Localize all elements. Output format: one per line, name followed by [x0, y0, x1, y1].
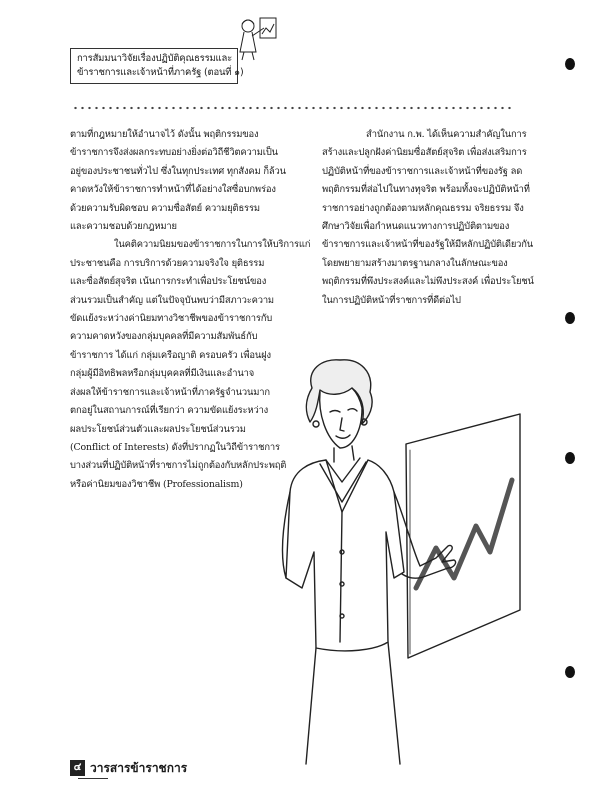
text-line: ในการปฏิบัติหน้าที่ราชการที่ดีต่อไป: [322, 294, 461, 306]
binder-hole-3: [565, 452, 575, 464]
text-line: บางส่วนที่ปฏิบัติหน้าที่ราชการไม่ถูกต้องกับหลักประพฤติ: [70, 460, 287, 472]
text-line: ส่วนรวมเป็นสำคัญ แต่ในปัจจุบันพบว่ามีสภาวะความ: [70, 294, 274, 306]
text-line: ข้าราชการและเจ้าหน้าที่ของรัฐให้มีหลักปฏิบัติเดียวกัน: [322, 239, 534, 251]
text-line: และซื่อสัตย์สุจริต เน้นการกระทำเพื่อประโยชน์ของ: [70, 276, 267, 288]
text-line: พฤติกรรมที่พึงประสงค์และไม่พึงประสงค์ เพื่อประโยชน์: [322, 276, 534, 288]
text-line: หรือค่านิยมของวิชาชีพ (Professionalism): [70, 478, 243, 490]
text-line: ขัดแย้งระหว่างค่านิยมทางวิชาชีพของข้าราชการกับ: [70, 313, 273, 325]
right-paragraph-1: [322, 126, 534, 310]
journal-title: วารสารข้าราชการ: [90, 761, 188, 775]
right-column: [322, 126, 534, 310]
text-line: ตกอยู่ในสถานการณ์ที่เรียกว่า ความขัดแย้งระหว่าง: [70, 405, 269, 417]
text-line: สำนักงาน ก.พ. ได้เห็นความสำคัญในการ: [366, 129, 527, 140]
text-line: ตามที่กฎหมายให้อำนาจไว้ ดังนั้น พฤติกรรมของ: [70, 129, 259, 140]
text-line: และความชอบด้วยกฎหมาย: [70, 221, 177, 233]
text-line: ข้าราชการ ได้แก่ กลุ่มเครือญาติ ครอบครัว เพื่อนฝูง: [70, 349, 271, 361]
article-title-line-1: การสัมมนาวิจัยเรื่องปฏิบัติคุณธรรมและ: [77, 53, 232, 64]
text-line: ข้าราชการจึงส่งผลกระทบอย่างยิ่งต่อวิถีชีวิตความเป็น: [70, 147, 278, 159]
left-paragraph-2: [70, 236, 311, 494]
article-title-line-2: ข้าราชการและเจ้าหน้าที่ภาครัฐ (ตอนที่ ๑): [77, 67, 244, 78]
page-number: ๔: [70, 760, 85, 776]
text-line: ในคติความนิยมของข้าราชการในการให้บริการแก่: [114, 239, 311, 251]
text-line: (Conflict of Interests) ดังที่ปรากฏในวิถีข้าราชการ: [70, 441, 280, 453]
text-line: ราชการอย่างถูกต้องตามหลักคุณธรรม จริยธรรม จึง: [322, 202, 524, 214]
text-line: อยู่ของประชาชนทั่วไป ซึ่งในทุกประเทศ ทุกสังคม ก็ล้วน: [70, 165, 286, 177]
text-line: คาดหวังให้ข้าราชการทำหน้าที่ได้อย่างใสซื่อบกพร่อง: [70, 184, 276, 196]
binder-hole-1: [565, 58, 575, 70]
text-line: กลุ่มผู้มีอิทธิพลหรือกลุ่มบุคคลที่มีเงินและอำนาจ: [70, 368, 255, 380]
text-line: ศึกษาวิจัยเพื่อกำหนดแนวทางการปฏิบัติตามของ: [322, 221, 510, 233]
footer-rule: [78, 778, 108, 779]
binder-hole-2: [565, 312, 575, 324]
text-line: พฤติกรรมที่ส่อไปในทางทุจริต พร้อมทั้งจะปฏิบัติหน้าที่: [322, 184, 530, 196]
article-header-box: [70, 48, 244, 84]
woman-presenting-chart-illustration: [276, 352, 522, 764]
text-line: ด้วยความรับผิดชอบ ความซื่อสัตย์ ความยุติธรรม: [70, 202, 260, 214]
text-line: ปฏิบัติหน้าที่ของข้าราชการและเจ้าหน้าที่ของรัฐ ลด: [322, 165, 523, 177]
text-line: โดยพยายามสร้างมาตรฐานกลางในลักษณะของ: [322, 257, 508, 269]
text-line: ผลประโยชน์ส่วนตัวและผลประโยชน์ส่วนรวม: [70, 423, 246, 435]
left-column: [70, 126, 311, 494]
text-line: ส่งผลให้ข้าราชการและเจ้าหน้าที่ภาครัฐจำนวนมาก: [70, 386, 270, 398]
binder-hole-4: [565, 666, 575, 678]
text-line: สร้างและปลูกฝังค่านิยมซื่อสัตย์สุจริต เพื่อส่งเสริมการ: [322, 147, 527, 159]
header-cartoon-illustration: [232, 14, 278, 62]
text-line: ประชาชนคือ การบริการด้วยความจริงใจ ยุติธรรม: [70, 257, 265, 269]
dotted-divider: [72, 106, 512, 110]
left-paragraph-1: [70, 126, 290, 236]
text-line: ความคาดหวังของกลุ่มบุคคลที่มีความสัมพันธ์กับ: [70, 331, 258, 343]
